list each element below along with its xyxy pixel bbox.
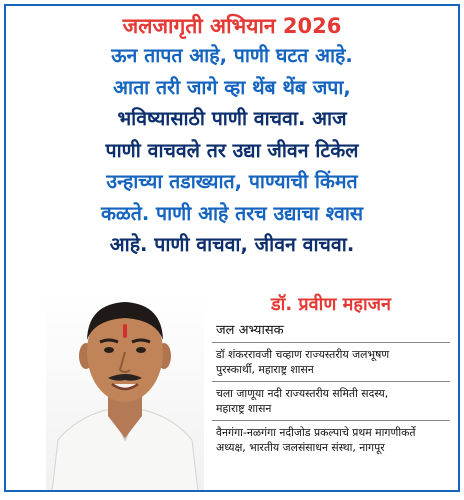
poster [4,4,460,492]
credential-line: अध्यक्ष, भारतीय जलसंसाधन संस्था, नागपूर [216,441,385,454]
credential-line: चला जाणूया नदी राज्यस्तरीय समिती सदस्य, [216,387,389,400]
message-line: उन्हाच्या तडाख्यात, पाण्याची किंमत [106,170,358,193]
credential-entry [212,420,450,459]
message-line: भविष्यासाठी पाणी वाचवा. आज [117,107,347,130]
person-name: डॉ. प्रवीण महाजन [271,294,391,315]
message-line: पाणी वाचवले तर उद्या जीवन टिकेल [105,138,359,162]
credential-entry [212,381,450,420]
profile-info [212,290,450,459]
poster-title: जलजागृती अभियान 2026 [122,14,342,38]
profile-section [6,288,458,492]
message-line: आहे. पाणी वाचवा, जीवन वाचवा. [109,233,355,256]
person-role: जल अभ्यासक [216,323,284,338]
credential-line: महाराष्ट्र शासन [216,402,272,415]
credential-line: डॉ शंकररावजी चव्हाण राज्यस्तरीय जलभूषण [216,348,390,361]
credential-entry [212,342,450,381]
message-line: ऊन तापत आहे, पाणी घटत आहे. [111,44,353,67]
message-line: आता तरी जागे व्हा थेंब थेंब जपा, [113,75,351,99]
portrait-photo [46,290,204,492]
message-block [6,40,458,261]
credential-line: वैनगंगा-नळगंगा नदीजोड प्रकल्पाचे प्रथम मागणीकर्ते [216,426,416,439]
credential-line: पुरस्कार्थी, महाराष्ट्र शासन [216,363,314,376]
message-line: कळते. पाणी आहे तरच उद्याचा श्वास [100,201,364,225]
